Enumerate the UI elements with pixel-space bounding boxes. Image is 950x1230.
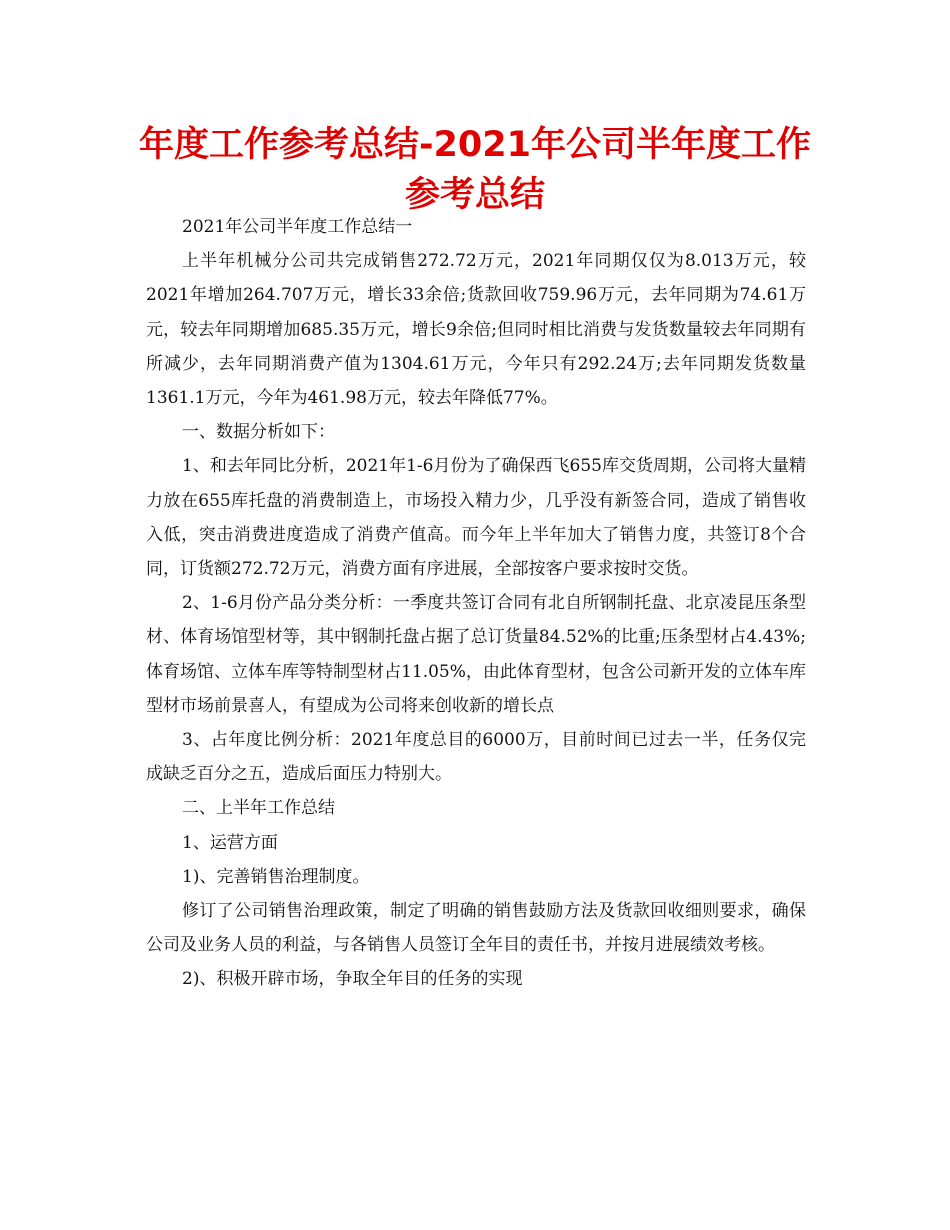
paragraph-yoy-analysis: 1、和去年同比分析，2021年1-6月份为了确保西飞655库交货周期，公司将大量精力放在655库托盘的消费制造上，市场投入精力少，几乎没有新签合同，造成了销售收入低，突击消费进度造成了消费产值高。而今年上半年加大了销售力度，共签订8个合同，订货额272.72万元，消费方面有序进展，全部按客户要求按时交货。 [146, 456, 806, 580]
paragraph-sales-overview: 上半年机械分公司共完成销售272.72万元，2021年同期仅仅为8.013万元，较2021年增加264.707万元，增长33余倍;货款回收759.96万元，去年同期为74.61万元，较去年同期增加685.35万元，增长9余倍;但同时相比消费与发货数量较去年同期有所减少，去年同期消费产值为1304.61万元，今年只有292.24万;去年同期发货数量1361.1万元，今年为461.98万元，较去年降低77%。 [146, 251, 806, 409]
paragraph-operations-heading: 1、运营方面 [182, 832, 278, 853]
document-title: 年度工作参考总结-2021年公司半年度工作参考总结 [139, 125, 811, 215]
paragraph-sales-management-heading: 1)、完善销售治理制度。 [182, 866, 370, 887]
paragraph-market-expansion-heading: 2)、积极开辟市场，争取全年目的任务的实现 [182, 969, 523, 990]
paragraph-section-heading: 2021年公司半年度工作总结一 [182, 217, 413, 237]
document-body [146, 210, 806, 997]
paragraph-sales-policy: 修订了公司销售治理政策，制定了明确的销售鼓励方法及货款回收细则要求，确保公司及业务人员的利益，与各销售人员签订全年目的责任书，并按月进展绩效考核。 [146, 901, 806, 956]
paragraph-half-year-summary-heading: 二、上半年工作总结 [182, 798, 335, 819]
paragraph-annual-ratio-analysis: 3、占年度比例分析：2021年度总目的6000万，目前时间已过去一半，任务仅完成缺乏百分之五，造成后面压力特别大。 [146, 730, 806, 785]
paragraph-data-analysis-heading: 一、数据分析如下： [182, 422, 335, 443]
paragraph-product-category-analysis: 2、1-6月份产品分类分析：一季度共签订合同有北自所钢制托盘、北京凌昆压条型材、体育场馆型材等，其中钢制托盘占据了总订货量84.52%的比重;压条型材占4.43%;体育场馆、立体车库等特制型材占11.05%，由此体育型材，包含公司新开发的立体车库型材市场前景喜人，有望成为公司将来创收新的增长点 [146, 593, 806, 716]
